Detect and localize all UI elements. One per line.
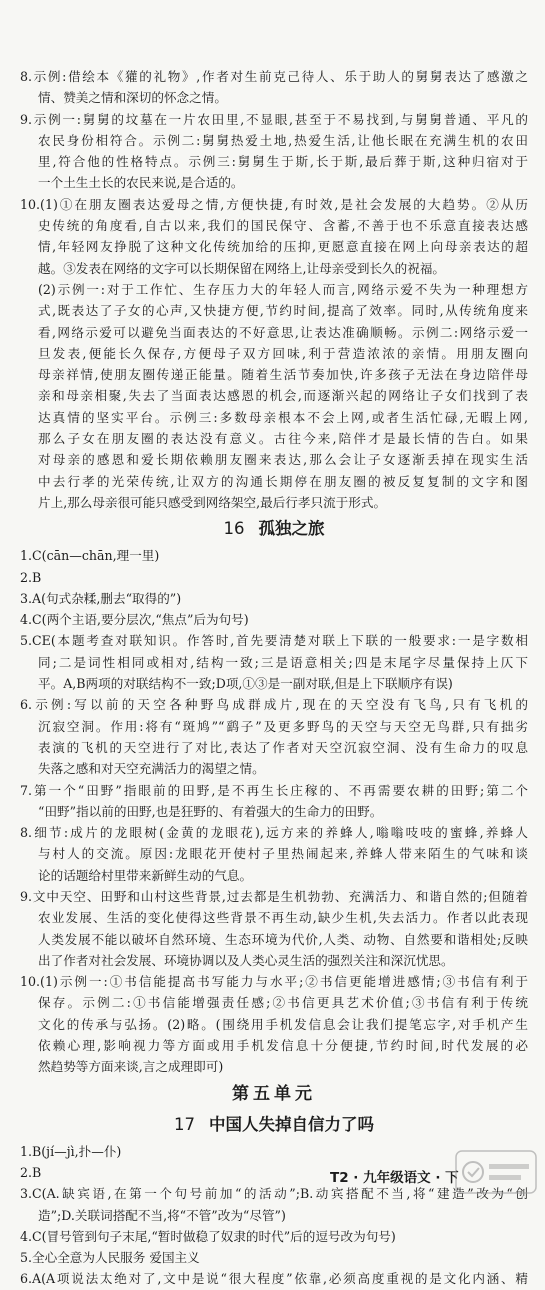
unit-heading: 第五单元 (232, 1083, 316, 1104)
section-lesson15-answers (20, 66, 528, 513)
answer-line: 8.示例:借绘本《獾的礼物》,作者对生前克己待人、乐于助人的舅舅表达了感激之 (20, 69, 528, 84)
answer-line: 情、赞美之情和深切的怀念之情。 (38, 90, 227, 106)
answer-line: 越。③发表在网络的文字可以长期保留在网络上,让母亲受到长久的祝福。 (38, 260, 446, 276)
answer-line: 与村人的交流。原因:龙眼花开使村子里热闹起来,养蜂人带来陌生的气味和谈 (38, 846, 528, 862)
answer-line: 里,符合他的性格特点。示例三:舅舅生于斯,长于斯,最后葬于斯,这种归宿对于 (38, 154, 528, 170)
answer-line: 母亲祥情,使朋友圈传递正能量。随着生活节奏加快,许多孩子无法在身边陪伴母 (38, 367, 528, 383)
answer-line: 9.示例一:舅舅的坟墓在一片农田里,不显眼,甚至于不易找到,与舅舅普通、平凡的 (20, 111, 528, 127)
answer-line: 沉寂空洞。作用:将有“斑鸠”“鹞子”及更多野鸟的天空与天空无鸟群,只有拙劣 (38, 718, 528, 734)
answer-line: 农业发展、生活的变化使得这些背景不再生动,缺少生机,失去活力。作者以此表现 (38, 910, 528, 926)
answer-line: 失落之感和对天空充满活力的渴望之情。 (38, 761, 265, 777)
answer-line: “田野”指以前的田野,也是狂野的、有着强大的生命力的田野。 (38, 803, 383, 819)
answer-line: 人类发展不能以破坏自然环境、生态环境为代价,人类、动物、自然要和谐相处;反映 (38, 931, 528, 947)
answer-line: 情,年轻网友挣脱了这种文化传统加给的压抑,更愿意直接在网上向母亲表达的超 (38, 239, 528, 255)
answer-line: 4.C(两个主语,要分层次,“焦点”后为句号) (20, 612, 249, 628)
answer-line: 6.A(A项说法太绝对了,文中是说“很大程度”依靠,必须高度重视的是文化内涵、精 (20, 1271, 528, 1287)
answer-line: 保存。示例二:①书信能增强责任感;②书信更具艺术价值;③书信有利于传统 (38, 995, 528, 1011)
answer-line: 6.示例:写以前的天空各种野鸟成群成片,现在的天空没有飞鸟,只有飞机的 (20, 697, 528, 713)
answer-line: 看,网络示爱可以避免当面表达的不好意思,让表达准确顺畅。示例二:网络示爱一 (38, 324, 528, 340)
watermark-logo-icon (455, 1150, 537, 1194)
answer-line: 5.CE(本题考查对联知识。作答时,首先要清楚对联上下联的一般要求:一是字数相 (20, 633, 528, 649)
answer-line: 那么子女在朋友圈的表达没有意义。古往今来,陪伴才是最长情的告白。如果 (38, 431, 528, 447)
answer-line: 8.细节:成片的龙眼树(金黄的龙眼花),远方来的养蜂人,嗡嗡吱吱的蜜蜂,养蜂人 (20, 825, 528, 841)
answer-line: 9.文中天空、田野和山村这些背景,过去都是生机勃勃、充满活力、和谐自然的;但随着 (20, 888, 528, 904)
lesson-16-number: 16 (223, 519, 245, 539)
answer-line: 1.B(jí—jì,扑—仆) (20, 1143, 122, 1159)
lesson-17-number: 17 (174, 1114, 195, 1134)
answer-line: 史传统的角度看,自古以来,我们的国民保守、含蓄,不善于也不乐意直接表达感 (38, 218, 528, 234)
answer-line: 片上,那么母亲很可能只感受到网络架空,最后行孝只流于形式。 (38, 494, 387, 510)
answer-line: 中去行孝的光荣传统,让双方的沟通长期停在朋友圈的被反复复制的文字和图 (38, 473, 528, 489)
answer-line: 同;二是词性相同或相对,结构一致;三是语意相关;四是末尾字尽量保持上仄下 (38, 654, 528, 670)
answer-line: 然趋势等方面来谈,言之成理即可) (38, 1059, 224, 1075)
answer-line: 4.C(冒号管到句子末尾,“暂时做稳了奴隶的时代”后的逗号改为句号) (20, 1228, 396, 1244)
answer-line: 3.A(句式杂糅,删去“取得的”) (20, 590, 182, 606)
answer-line: 平。A,B两项的对联结构不一致;D项,①③是一副对联,但是上下联顺序有误) (38, 676, 453, 692)
answer-line: 达真情的坚实平台。示例三:多数母亲根本不会上网,或者生活忙碌,无暇上网, (38, 409, 528, 425)
page-footer: T2 · 九年级语文 · 下 (330, 1170, 459, 1186)
answer-line: 5.全心全意为人民服务 爱国主义 (20, 1250, 200, 1266)
answer-line: 7.第一个“田野”指眼前的田野,是不再生长庄稼的、不再需要农耕的田野;第二个 (20, 782, 528, 798)
answer-line: 亲和母亲相聚,失去了当面表达感恩的机会,而逐渐兴起的网络让子女们找到了表 (38, 388, 528, 404)
answer-line: 依赖心理,影响视力等方面或用手机发信息十分便捷,节约时间,时代发展的必 (38, 1038, 528, 1054)
lesson-16-heading (20, 514, 528, 544)
section-lesson17-answers (20, 1141, 528, 1290)
answer-page (20, 66, 528, 1290)
answer-line: 对母亲的感恩和爱长期依赖朋友圈来表达,那么会让子女逐渐丢掉在现实生活 (38, 452, 528, 468)
answer-line: 2.B (20, 1164, 42, 1180)
answer-line: 1.C(cān—chān,理一里) (20, 548, 160, 564)
answer-line: 2.B (20, 569, 42, 585)
answer-line: (2)示例一:对于工作忙、生存压力大的年轻人而言,网络示爱不失为一种理想方 (38, 281, 528, 297)
lesson-16-title: 孤独之旅 (258, 519, 325, 539)
answer-line: 一个土生土长的农民来说,是合适的。 (38, 175, 244, 191)
lesson-17-title: 中国人失掉自信力了吗 (209, 1114, 374, 1134)
answer-line: 式,既表达了子女的心声,又快捷方便,节约时间,提高了效率。同时,从传统角度来 (38, 303, 528, 319)
section-lesson16-answers (20, 545, 528, 1077)
lesson-17-heading (20, 1110, 528, 1140)
answer-line: 出了作者对社会发展、环境协调以及人类心灵生活的强烈关注和深沉忧思。 (38, 952, 454, 968)
answer-line: 文化的传承与弘扬。(2)略。(围绕用手机发信息会让我们提笔忘字,对手机产生 (38, 1016, 528, 1032)
answer-line: 农民身份相符合。示例二:舅舅热爱土地,热爱生活,让他长眠在充满生机的农田 (38, 132, 528, 148)
answer-line: 旦发表,便能长久保存,方便母子双方回味,利于营造浓浓的亲情。用朋友圈向 (38, 345, 528, 361)
answer-line: 表演的飞机的天空进行了对比,表达了作者对天空沉寂空洞、没有生命力的叹息 (38, 739, 528, 755)
answer-line: 10.(1)示例一:①书信能提高书写能力与水平;②书信更能增进感情;③书信有利于 (20, 974, 528, 990)
answer-line: 3.C(A.缺宾语,在第一个句号前加“的活动”;B.动宾搭配不当,将“建造”改为“创 (20, 1186, 528, 1202)
answer-line: 造”;D.关联词搭配不当,将“不管”改为“尽管”) (38, 1207, 286, 1223)
answer-line: 10.(1)①在朋友圈表达爱母之情,方便快捷,有时效,是社会发展的大趋势。②从历 (20, 196, 528, 212)
answer-line: 论的话题给村里带来新鲜生动的气息。 (38, 867, 253, 883)
